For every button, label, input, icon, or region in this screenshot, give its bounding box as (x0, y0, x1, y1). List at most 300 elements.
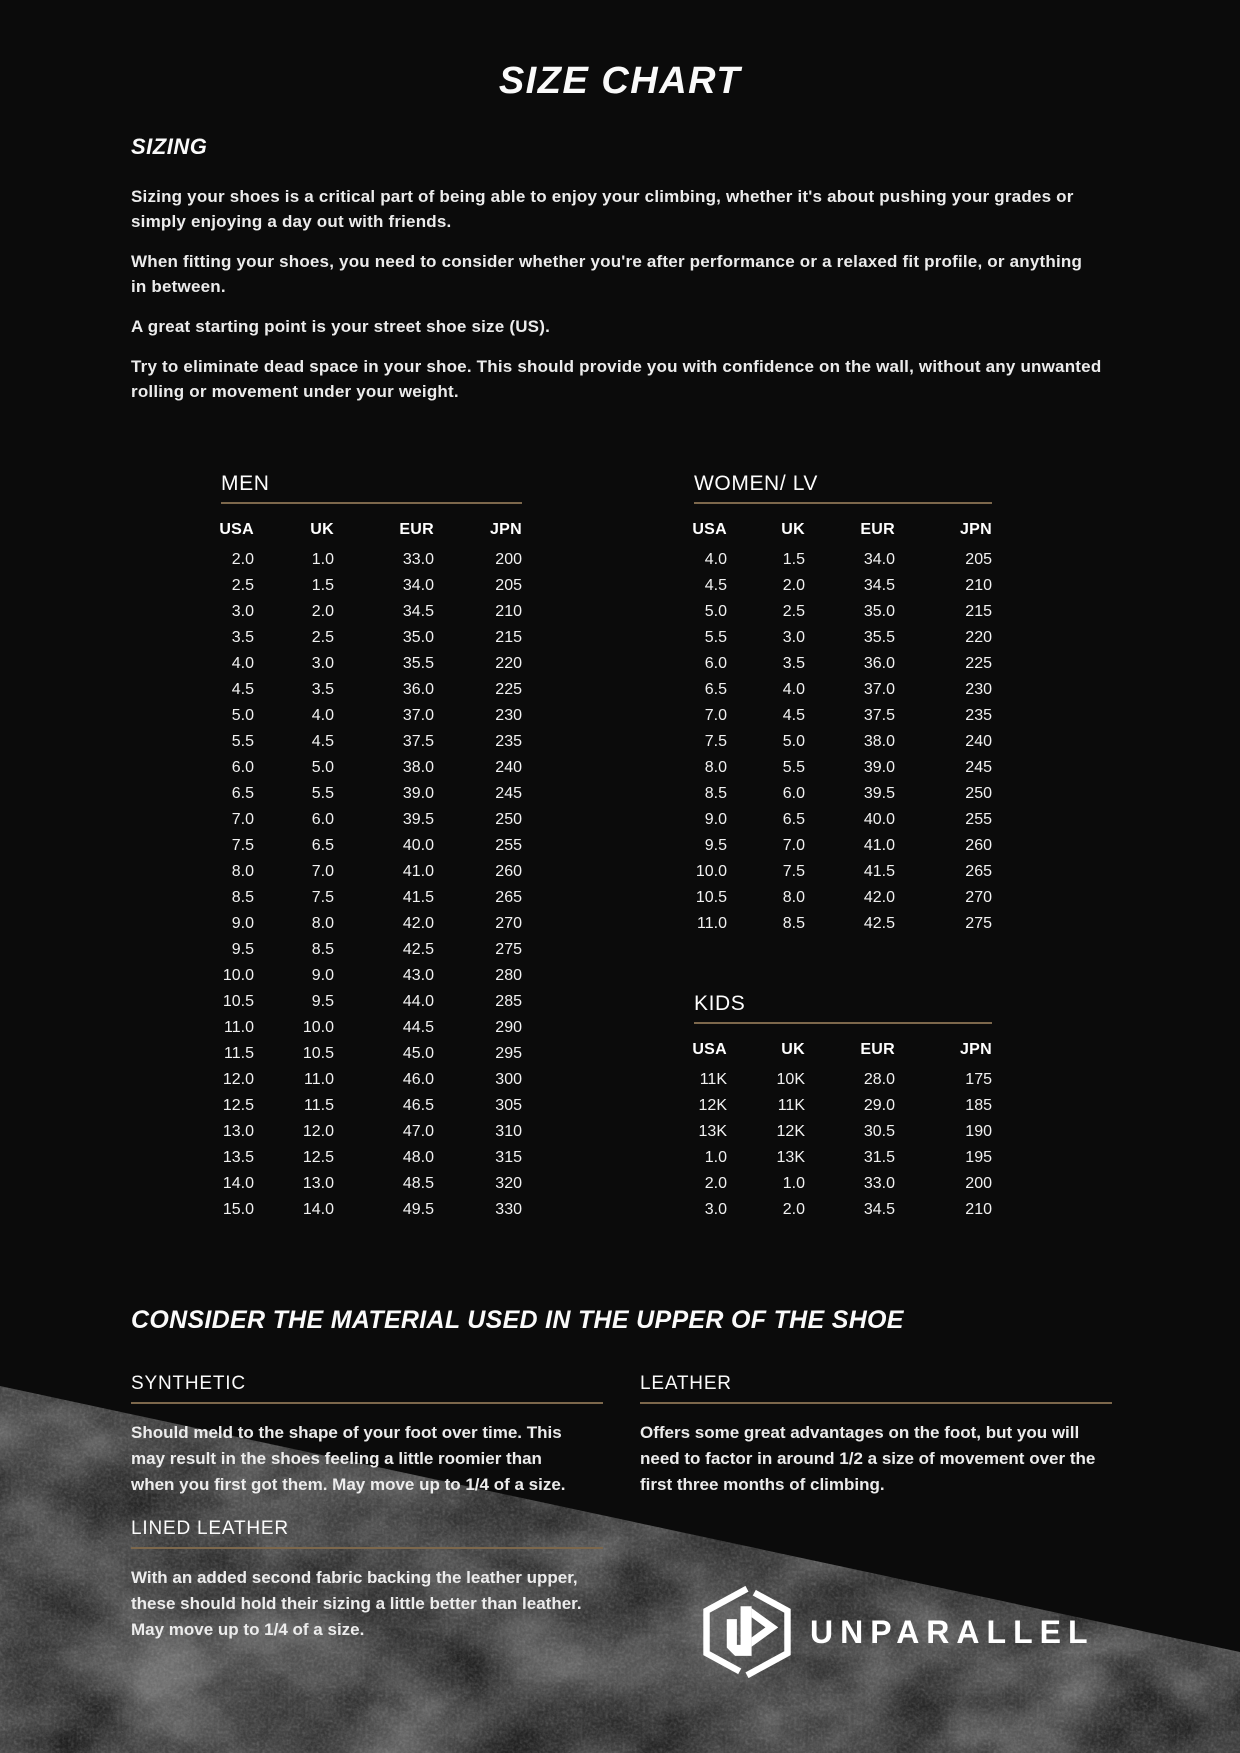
size-cell: 6.5 (311, 837, 334, 854)
materials-heading: CONSIDER THE MATERIAL USED IN THE UPPER OF THE SHOE (131, 1306, 904, 1334)
table-row (687, 1145, 992, 1171)
size-cell: 9.0 (231, 915, 254, 932)
size-cell: 6.5 (782, 811, 805, 828)
size-cell: 4.0 (231, 655, 254, 672)
women-size-table (687, 471, 992, 937)
column-header-jpn: JPN (959, 1041, 992, 1058)
size-cell: 9.5 (231, 941, 254, 958)
size-cell: 230 (965, 681, 992, 698)
size-cell: 42.0 (863, 889, 895, 906)
kids-heading-underline (694, 1022, 992, 1024)
size-cell: 13K (698, 1123, 727, 1140)
size-cell: 10.5 (222, 993, 254, 1010)
size-cell: 255 (965, 811, 992, 828)
size-cell: 13K (776, 1149, 805, 1166)
size-cell: 12K (776, 1123, 805, 1140)
size-cell: 7.5 (231, 837, 254, 854)
size-cell: 12.5 (302, 1149, 334, 1166)
paragraph-line: may result in the shoes feeling a little roomier than (131, 1449, 542, 1468)
size-cell: 39.5 (863, 785, 895, 802)
column-header-uk: UK (310, 521, 334, 538)
size-cell: 48.5 (402, 1175, 434, 1192)
size-cell: 36.0 (402, 681, 434, 698)
table-header-row (214, 521, 522, 547)
page-title: SIZE CHART (498, 60, 742, 102)
size-cell: 3.0 (782, 629, 805, 646)
paragraph-line: Sizing your shoes is a critical part of being able to enjoy your climbing, whether it's about pushing your grades or (131, 187, 1074, 206)
size-cell: 35.5 (402, 655, 434, 672)
size-cell: 6.5 (704, 681, 727, 698)
table-header-row (687, 521, 992, 547)
men-heading-underline (221, 502, 522, 504)
size-cell: 8.5 (704, 785, 727, 802)
size-cell: 9.5 (704, 837, 727, 854)
size-cell: 3.5 (782, 655, 805, 672)
size-cell: 11K (699, 1071, 727, 1088)
size-cell: 285 (495, 993, 522, 1010)
size-cell: 210 (495, 603, 522, 620)
size-cell: 250 (965, 785, 992, 802)
kids-table (687, 1041, 992, 1223)
size-cell: 30.5 (863, 1123, 895, 1140)
size-cell: 260 (495, 863, 522, 880)
size-cell: 10.5 (695, 889, 727, 906)
brand-wordmark: UNPARALLEL (810, 1613, 1095, 1650)
lined-leather-section (131, 1517, 626, 1643)
size-cell: 305 (495, 1097, 522, 1114)
size-cell: 41.0 (863, 837, 895, 854)
size-cell: 230 (495, 707, 522, 724)
lined-leather-heading: LINED LEATHER (131, 1518, 289, 1539)
leather-section (640, 1372, 1135, 1498)
size-cell: 39.0 (863, 759, 895, 776)
table-row (214, 1197, 522, 1223)
size-cell: 5.5 (782, 759, 805, 776)
table-row (214, 937, 522, 963)
size-cell: 265 (495, 889, 522, 906)
size-cell: 7.5 (311, 889, 334, 906)
table-row (687, 677, 992, 703)
paragraph-line: Try to eliminate dead space in your shoe. This should provide you with confidence on the wall, without any unwanted (131, 357, 1102, 376)
table-row (687, 911, 992, 937)
table-row (214, 599, 522, 625)
size-cell: 240 (495, 759, 522, 776)
table-header-row (687, 1041, 992, 1067)
size-cell: 275 (495, 941, 522, 958)
size-cell: 10.0 (695, 863, 727, 880)
size-cell: 28.0 (863, 1071, 895, 1088)
size-cell: 37.5 (402, 733, 434, 750)
table-row (214, 703, 522, 729)
size-cell: 14.0 (302, 1201, 334, 1218)
table-row (214, 781, 522, 807)
size-cell: 42.0 (402, 915, 434, 932)
size-cell: 5.0 (782, 733, 805, 750)
size-cell: 310 (495, 1123, 522, 1140)
size-cell: 205 (965, 551, 992, 568)
table-row (214, 547, 522, 573)
table-row (214, 807, 522, 833)
size-cell: 270 (495, 915, 522, 932)
size-cell: 9.0 (704, 811, 727, 828)
table-row (687, 625, 992, 651)
size-cell: 220 (495, 655, 522, 672)
synthetic-heading-underline (131, 1402, 603, 1404)
size-cell: 44.5 (402, 1019, 434, 1036)
size-cell: 11.0 (697, 915, 727, 932)
table-row (687, 729, 992, 755)
size-cell: 35.0 (402, 629, 434, 646)
size-cell: 245 (495, 785, 522, 802)
size-cell: 2.5 (311, 629, 334, 646)
table-row (214, 1093, 522, 1119)
synthetic-heading: SYNTHETIC (131, 1373, 246, 1394)
kids-table-heading: KIDS (694, 992, 746, 1015)
size-cell: 6.0 (231, 759, 254, 776)
size-cell: 12K (698, 1097, 727, 1114)
size-cell: 47.0 (402, 1123, 434, 1140)
table-row (687, 755, 992, 781)
sizing-paragraph (131, 314, 1171, 339)
size-cell: 12.5 (222, 1097, 254, 1114)
size-cell: 46.0 (402, 1071, 434, 1088)
size-cell: 10K (776, 1071, 805, 1088)
table-row (214, 989, 522, 1015)
table-row (214, 573, 522, 599)
size-cell: 34.5 (863, 1201, 895, 1218)
column-header-usa: USA (219, 521, 254, 538)
size-cell: 290 (495, 1019, 522, 1036)
table-row (687, 807, 992, 833)
size-cell: 2.0 (231, 551, 254, 568)
leather-heading-underline (640, 1402, 1112, 1404)
table-row (214, 963, 522, 989)
paragraph-line: Should meld to the shape of your foot over time. This (131, 1423, 562, 1442)
size-cell: 40.0 (402, 837, 434, 854)
size-cell: 8.5 (782, 915, 805, 932)
table-row (687, 781, 992, 807)
size-cell: 210 (965, 1201, 992, 1218)
size-cell: 8.5 (311, 941, 334, 958)
size-cell: 34.0 (863, 551, 895, 568)
size-cell: 5.5 (231, 733, 254, 750)
leather-heading: LEATHER (640, 1373, 732, 1394)
size-cell: 5.0 (704, 603, 727, 620)
table-row (687, 1171, 992, 1197)
size-cell: 1.0 (704, 1149, 727, 1166)
size-cell: 11.5 (304, 1097, 334, 1114)
size-cell: 44.0 (402, 993, 434, 1010)
size-cell: 2.0 (311, 603, 334, 620)
size-cell: 48.0 (402, 1149, 434, 1166)
size-cell: 11K (777, 1097, 805, 1114)
size-cell: 4.5 (311, 733, 334, 750)
size-cell: 275 (965, 915, 992, 932)
size-cell: 4.5 (704, 577, 727, 594)
table-row (214, 1145, 522, 1171)
size-cell: 46.5 (402, 1097, 434, 1114)
size-cell: 13.0 (222, 1123, 254, 1140)
size-cell: 35.0 (863, 603, 895, 620)
table-row (214, 625, 522, 651)
paragraph-line: first three months of climbing. (640, 1475, 885, 1494)
men-table-heading: MEN (221, 472, 270, 495)
size-cell: 250 (495, 811, 522, 828)
size-cell: 300 (495, 1071, 522, 1088)
size-cell: 185 (965, 1097, 992, 1114)
size-cell: 7.0 (782, 837, 805, 854)
size-cell: 36.0 (863, 655, 895, 672)
men-size-table (214, 471, 522, 1223)
size-cell: 41.0 (402, 863, 434, 880)
table-row (687, 1197, 992, 1223)
paragraph-line: rolling or movement under your weight. (131, 382, 459, 401)
size-cell: 1.0 (782, 1175, 805, 1192)
paragraph-line: when you first got them. May move up to 1/4 of a size. (131, 1475, 566, 1494)
size-cell: 13.0 (302, 1175, 334, 1192)
size-cell: 9.0 (311, 967, 334, 984)
size-cell: 5.5 (311, 785, 334, 802)
size-cell: 2.0 (782, 1201, 805, 1218)
column-header-jpn: JPN (959, 521, 992, 538)
column-header-usa: USA (692, 521, 727, 538)
column-header-eur: EUR (860, 521, 895, 538)
paragraph-line: May move up to 1/4 of a size. (131, 1620, 365, 1639)
size-cell: 43.0 (402, 967, 434, 984)
sizing-paragraph (131, 249, 1171, 299)
size-cell: 220 (965, 629, 992, 646)
size-cell: 210 (965, 577, 992, 594)
size-cell: 6.5 (231, 785, 254, 802)
table-row (687, 859, 992, 885)
size-cell: 5.0 (231, 707, 254, 724)
size-cell: 320 (495, 1175, 522, 1192)
table-row (687, 703, 992, 729)
size-cell: 7.5 (782, 863, 805, 880)
size-cell: 34.0 (402, 577, 434, 594)
paragraph-line: simply enjoying a day out with friends. (131, 212, 452, 231)
size-cell: 2.5 (782, 603, 805, 620)
column-header-eur: EUR (860, 1041, 895, 1058)
paragraph-line: With an added second fabric backing the leather upper, (131, 1568, 578, 1587)
unparallel-hexagon-icon (701, 1583, 793, 1681)
sizing-paragraph (131, 354, 1171, 404)
leather-body (640, 1420, 1135, 1498)
size-cell: 39.5 (402, 811, 434, 828)
size-cell: 2.5 (231, 577, 254, 594)
size-cell: 3.0 (311, 655, 334, 672)
size-cell: 7.5 (704, 733, 727, 750)
synthetic-body (131, 1420, 626, 1498)
table-row (214, 755, 522, 781)
size-cell: 8.0 (704, 759, 727, 776)
size-cell: 33.0 (863, 1175, 895, 1192)
size-cell: 330 (495, 1201, 522, 1218)
size-cell: 38.0 (402, 759, 434, 776)
size-cell: 4.0 (311, 707, 334, 724)
size-cell: 31.5 (863, 1149, 895, 1166)
women-heading-underline (694, 502, 992, 504)
sizing-heading: SIZING (131, 134, 208, 159)
size-cell: 175 (965, 1071, 992, 1088)
kids-size-table (687, 991, 992, 1223)
size-cell: 215 (965, 603, 992, 620)
table-row (687, 547, 992, 573)
size-cell: 5.5 (704, 629, 727, 646)
size-cell: 215 (495, 629, 522, 646)
size-cell: 3.5 (311, 681, 334, 698)
column-header-usa: USA (692, 1041, 727, 1058)
size-cell: 40.0 (863, 811, 895, 828)
size-cell: 4.0 (782, 681, 805, 698)
table-row (214, 651, 522, 677)
table-row (687, 833, 992, 859)
paragraph-line: Offers some great advantages on the foot, but you will (640, 1423, 1080, 1442)
brand-logo (701, 1583, 1095, 1681)
size-cell: 7.0 (311, 863, 334, 880)
size-cell: 315 (495, 1149, 522, 1166)
size-cell: 3.5 (231, 629, 254, 646)
size-cell: 37.0 (863, 681, 895, 698)
size-cell: 33.0 (402, 551, 434, 568)
size-cell: 2.0 (704, 1175, 727, 1192)
size-cell: 35.5 (863, 629, 895, 646)
synthetic-section (131, 1372, 626, 1498)
size-cell: 10.5 (302, 1045, 334, 1062)
table-row (214, 911, 522, 937)
size-cell: 295 (495, 1045, 522, 1062)
size-cell: 42.5 (863, 915, 895, 932)
size-cell: 1.5 (311, 577, 334, 594)
paragraph-line: in between. (131, 277, 226, 296)
size-cell: 270 (965, 889, 992, 906)
size-cell: 225 (495, 681, 522, 698)
size-cell: 34.5 (402, 603, 434, 620)
paragraph-line: When fitting your shoes, you need to consider whether you're after performance or a relaxed fit profile, or anything (131, 252, 1083, 271)
size-cell: 37.5 (863, 707, 895, 724)
column-header-uk: UK (781, 1041, 805, 1058)
women-table (687, 521, 992, 937)
size-cell: 1.5 (782, 551, 805, 568)
size-cell: 37.0 (402, 707, 434, 724)
size-cell: 10.0 (222, 967, 254, 984)
size-cell: 49.5 (402, 1201, 434, 1218)
women-table-heading: WOMEN/ LV (694, 472, 819, 495)
size-cell: 7.0 (704, 707, 727, 724)
table-row (214, 1015, 522, 1041)
size-cell: 8.0 (311, 915, 334, 932)
size-cell: 4.5 (231, 681, 254, 698)
size-cell: 260 (965, 837, 992, 854)
table-row (687, 885, 992, 911)
size-cell: 240 (965, 733, 992, 750)
size-cell: 8.0 (782, 889, 805, 906)
size-cell: 39.0 (402, 785, 434, 802)
column-header-uk: UK (781, 521, 805, 538)
table-row (687, 1067, 992, 1093)
size-cell: 2.0 (782, 577, 805, 594)
sizing-paragraph (131, 184, 1171, 234)
paragraph-line: need to factor in around 1/2 a size of movement over the (640, 1449, 1096, 1468)
table-row (687, 573, 992, 599)
size-cell: 8.0 (231, 863, 254, 880)
size-cell: 11.0 (224, 1019, 254, 1036)
size-cell: 205 (495, 577, 522, 594)
table-row (214, 1041, 522, 1067)
table-row (687, 1093, 992, 1119)
table-row (687, 651, 992, 677)
size-cell: 255 (495, 837, 522, 854)
size-cell: 34.5 (863, 577, 895, 594)
table-row (214, 1171, 522, 1197)
size-cell: 12.0 (302, 1123, 334, 1140)
size-cell: 5.0 (311, 759, 334, 776)
size-cell: 7.0 (231, 811, 254, 828)
size-cell: 3.0 (704, 1201, 727, 1218)
size-cell: 11.0 (304, 1071, 334, 1088)
size-cell: 29.0 (863, 1097, 895, 1114)
size-cell: 190 (965, 1123, 992, 1140)
size-cell: 235 (495, 733, 522, 750)
size-cell: 45.0 (402, 1045, 434, 1062)
size-cell: 13.5 (222, 1149, 254, 1166)
table-row (687, 1119, 992, 1145)
table-row (214, 859, 522, 885)
size-cell: 11.5 (224, 1045, 254, 1062)
column-header-jpn: JPN (489, 521, 522, 538)
size-cell: 6.0 (311, 811, 334, 828)
table-row (214, 1067, 522, 1093)
size-cell: 38.0 (863, 733, 895, 750)
size-cell: 6.0 (782, 785, 805, 802)
paragraph-line: A great starting point is your street shoe size (US). (131, 317, 550, 336)
size-cell: 4.0 (704, 551, 727, 568)
table-row (214, 1119, 522, 1145)
table-row (214, 833, 522, 859)
size-cell: 42.5 (402, 941, 434, 958)
column-header-eur: EUR (399, 521, 434, 538)
size-cell: 41.5 (863, 863, 895, 880)
men-table (214, 521, 522, 1223)
size-cell: 225 (965, 655, 992, 672)
size-cell: 200 (495, 551, 522, 568)
paragraph-line: these should hold their sizing a little better than leather. (131, 1594, 582, 1613)
size-cell: 3.0 (231, 603, 254, 620)
size-cell: 195 (965, 1149, 992, 1166)
table-row (214, 729, 522, 755)
size-cell: 4.5 (782, 707, 805, 724)
size-cell: 15.0 (222, 1201, 254, 1218)
table-row (687, 599, 992, 625)
lined-leather-heading-underline (131, 1547, 603, 1549)
size-cell: 8.5 (231, 889, 254, 906)
lined-leather-body (131, 1565, 626, 1643)
size-cell: 41.5 (402, 889, 434, 906)
size-cell: 14.0 (222, 1175, 254, 1192)
size-cell: 245 (965, 759, 992, 776)
size-cell: 10.0 (302, 1019, 334, 1036)
table-row (214, 885, 522, 911)
size-cell: 265 (965, 863, 992, 880)
size-cell: 6.0 (704, 655, 727, 672)
size-cell: 12.0 (222, 1071, 254, 1088)
table-row (214, 677, 522, 703)
size-cell: 280 (495, 967, 522, 984)
size-cell: 9.5 (311, 993, 334, 1010)
size-cell: 200 (965, 1175, 992, 1192)
size-cell: 235 (965, 707, 992, 724)
size-cell: 1.0 (311, 551, 334, 568)
